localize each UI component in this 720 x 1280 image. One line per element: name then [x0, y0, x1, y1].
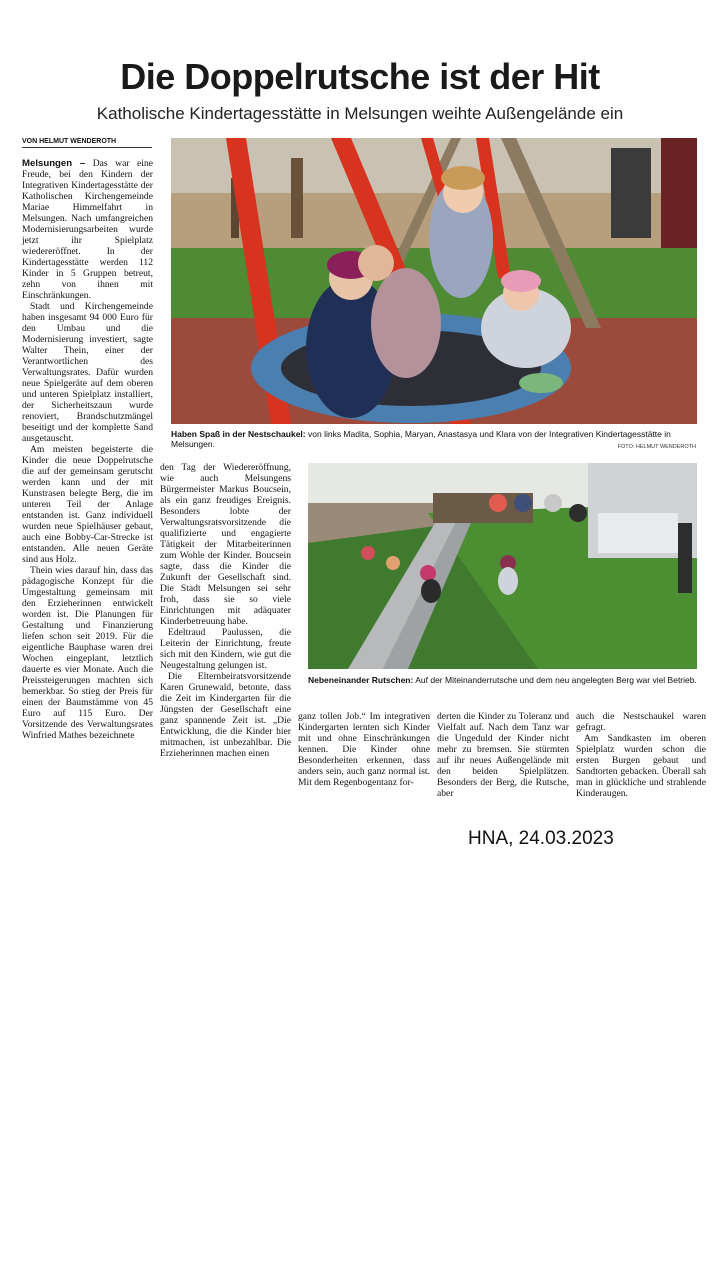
caption-text: Auf der Miteinanderrutsche und dem neu angelegten Berg war viel Betrieb. — [415, 675, 697, 685]
paragraph: Thein wies darauf hin, dass das pädagogische Konzept für die Umgestaltung gemeinsam mit den Erzieherinnen entwickelt worden ist. Die Planungen für Gestaltung und Finanzierung liefen schon seit 2019. Für die eigentliche Bauphase waren drei Wochen eingeplant, letztlich dauerte es vier Monate. Auch die Preissteigerungen machten sich bemerkbar. So stieg der Preis für einen der Baumstämme von 45 Euro auf 115 Euro. Der Vorsitzende des Verwaltungsrates Winfried Mathes bezeichnete — [22, 565, 153, 741]
paragraph: Am meisten begeisterte die Kinder die neue Doppelrutsche die auf der gemeinsam gerutscht werden kann und der mit Kunstrasen belegte Berg, die im unteren Teil der Anlage entstanden ist. Ganz individuell wurden neue Spielhäuser gebaut, auch eine Bobby-Car-Strecke ist entstanden. Alle neuen Geräte sind aus Holz. — [22, 444, 153, 565]
paragraph: Stadt und Kirchengemeinde haben insgesamt 94 000 Euro für den Umbau und die Modernisierung investiert, sagte Walter Thein, einer der Verantwortlichen des Verwaltungsrates. Dafür wurden neue Spielgeräte auf dem oberen und unteren Spielplatz installiert, der Sicherheitszaun wurde renoviert, Brandschutzmängel beseitigt und der komplette Sand ausgetauscht. — [22, 301, 153, 444]
paragraph: derten die Kinder zu Toleranz und Vielfalt auf. Nach dem Tanz war die Ungeduld der Kinder nicht mehr zu bremsen. Sie stürmten auf ihr neues Außengelände mit den beiden Spielplätzen. Besonders der Berg, die Rutsche, aber — [437, 711, 569, 799]
paragraph: Das war eine Freude, bei den Kindern der Integrativen Kindertagesstätte der Katholischen Kirchengemeinde Mariae Himmelfahrt in Melsungen. Nach umfangreichen Modernisierungsarbeiten wurde jetzt ihr Spielplatz wiedereröffnet. In der Kindertagesstätte werden 112 Kinder in 5 Gruppen betreut, zehn von ihnen mit Einschränkungen. — [22, 158, 153, 301]
dateline: Melsungen – — [22, 158, 86, 169]
article-column-2 — [160, 462, 291, 759]
subheadline: Katholische Kindertagesstätte in Melsungen weihte Außengelände ein — [96, 104, 624, 123]
article-column-4 — [437, 711, 569, 799]
source-note: HNA, 24.03.2023 — [468, 828, 614, 849]
paragraph: ganz tollen Job.“ Im integrativen Kindergarten lernten sich Kinder mit und ohne Einschränkungen kennen. Die Kinder ohne Besonderheiten erkennen, dass anders sein, auch ganz normal ist. Mit dem Regenbogentanz for- — [298, 711, 430, 788]
headline: Die Doppelrutsche ist der Hit — [120, 56, 600, 97]
article-column-3 — [298, 711, 430, 788]
photo-2-caption — [308, 675, 697, 685]
caption-lead: Nebeneinander Rutschen: — [308, 675, 414, 685]
article-column-1 — [22, 158, 153, 741]
caption-text: von links Madita, Sophia, Maryan, Anastasya und Klara von der Integrativen Kindertagesstätte in Melsungen. — [171, 429, 671, 449]
paragraph: den Tag der Wiedereröffnung, wie auch Melsungens Bürgermeister Markus Boucsein, als ein ganz freudiges Ereignis. Besonders lobte der Verwaltungsratsvorsitzende die qualifizierte und engagierte Tätigkeit der Mitarbeiterinnen zum Wohle der Kinder. Boucsein sagte, dass die Kinder die Zukunft der Gesellschaft sind. Die Stadt Melsungen sei sehr froh, dass sie so viele Einrichtungen mit adäquater Kinderbetreuung habe. — [160, 462, 291, 627]
photo-nest-swing — [171, 138, 697, 424]
paragraph: Die Elternbeiratsvorsitzende Karen Grunewald, betonte, dass die Zeit im Kindergarten für die Jüngsten der Gesellschaft eine ganz spannende Zeit ist. „Die Entwicklung, die die Kinder hier mitmachen, ist unbezahlbar. Die Erzieherinnen machen einen — [160, 671, 291, 759]
paragraph: auch die Nestschaukel waren gefragt. — [576, 711, 706, 733]
paragraph: Am Sandkasten im oberen Spielplatz wurden schon die ersten Burgen gebaut und Sandtorten gebacken. Überall sah man in glückliche und strahlende Kinderaugen. — [576, 733, 706, 799]
article-column-5 — [576, 711, 706, 799]
photo-credit: FOTO: HELMUT WENDEROTH — [617, 444, 696, 450]
byline: VON HELMUT WENDEROTH — [22, 138, 152, 148]
paragraph: Edeltraud Paulussen, die Leiterin der Einrichtung, freute sich mit den Kindern, wie gut die Neugestaltung gelungen ist. — [160, 627, 291, 671]
caption-lead: Haben Spaß in der Nestschaukel: — [171, 429, 306, 439]
photo-double-slide — [308, 463, 697, 669]
